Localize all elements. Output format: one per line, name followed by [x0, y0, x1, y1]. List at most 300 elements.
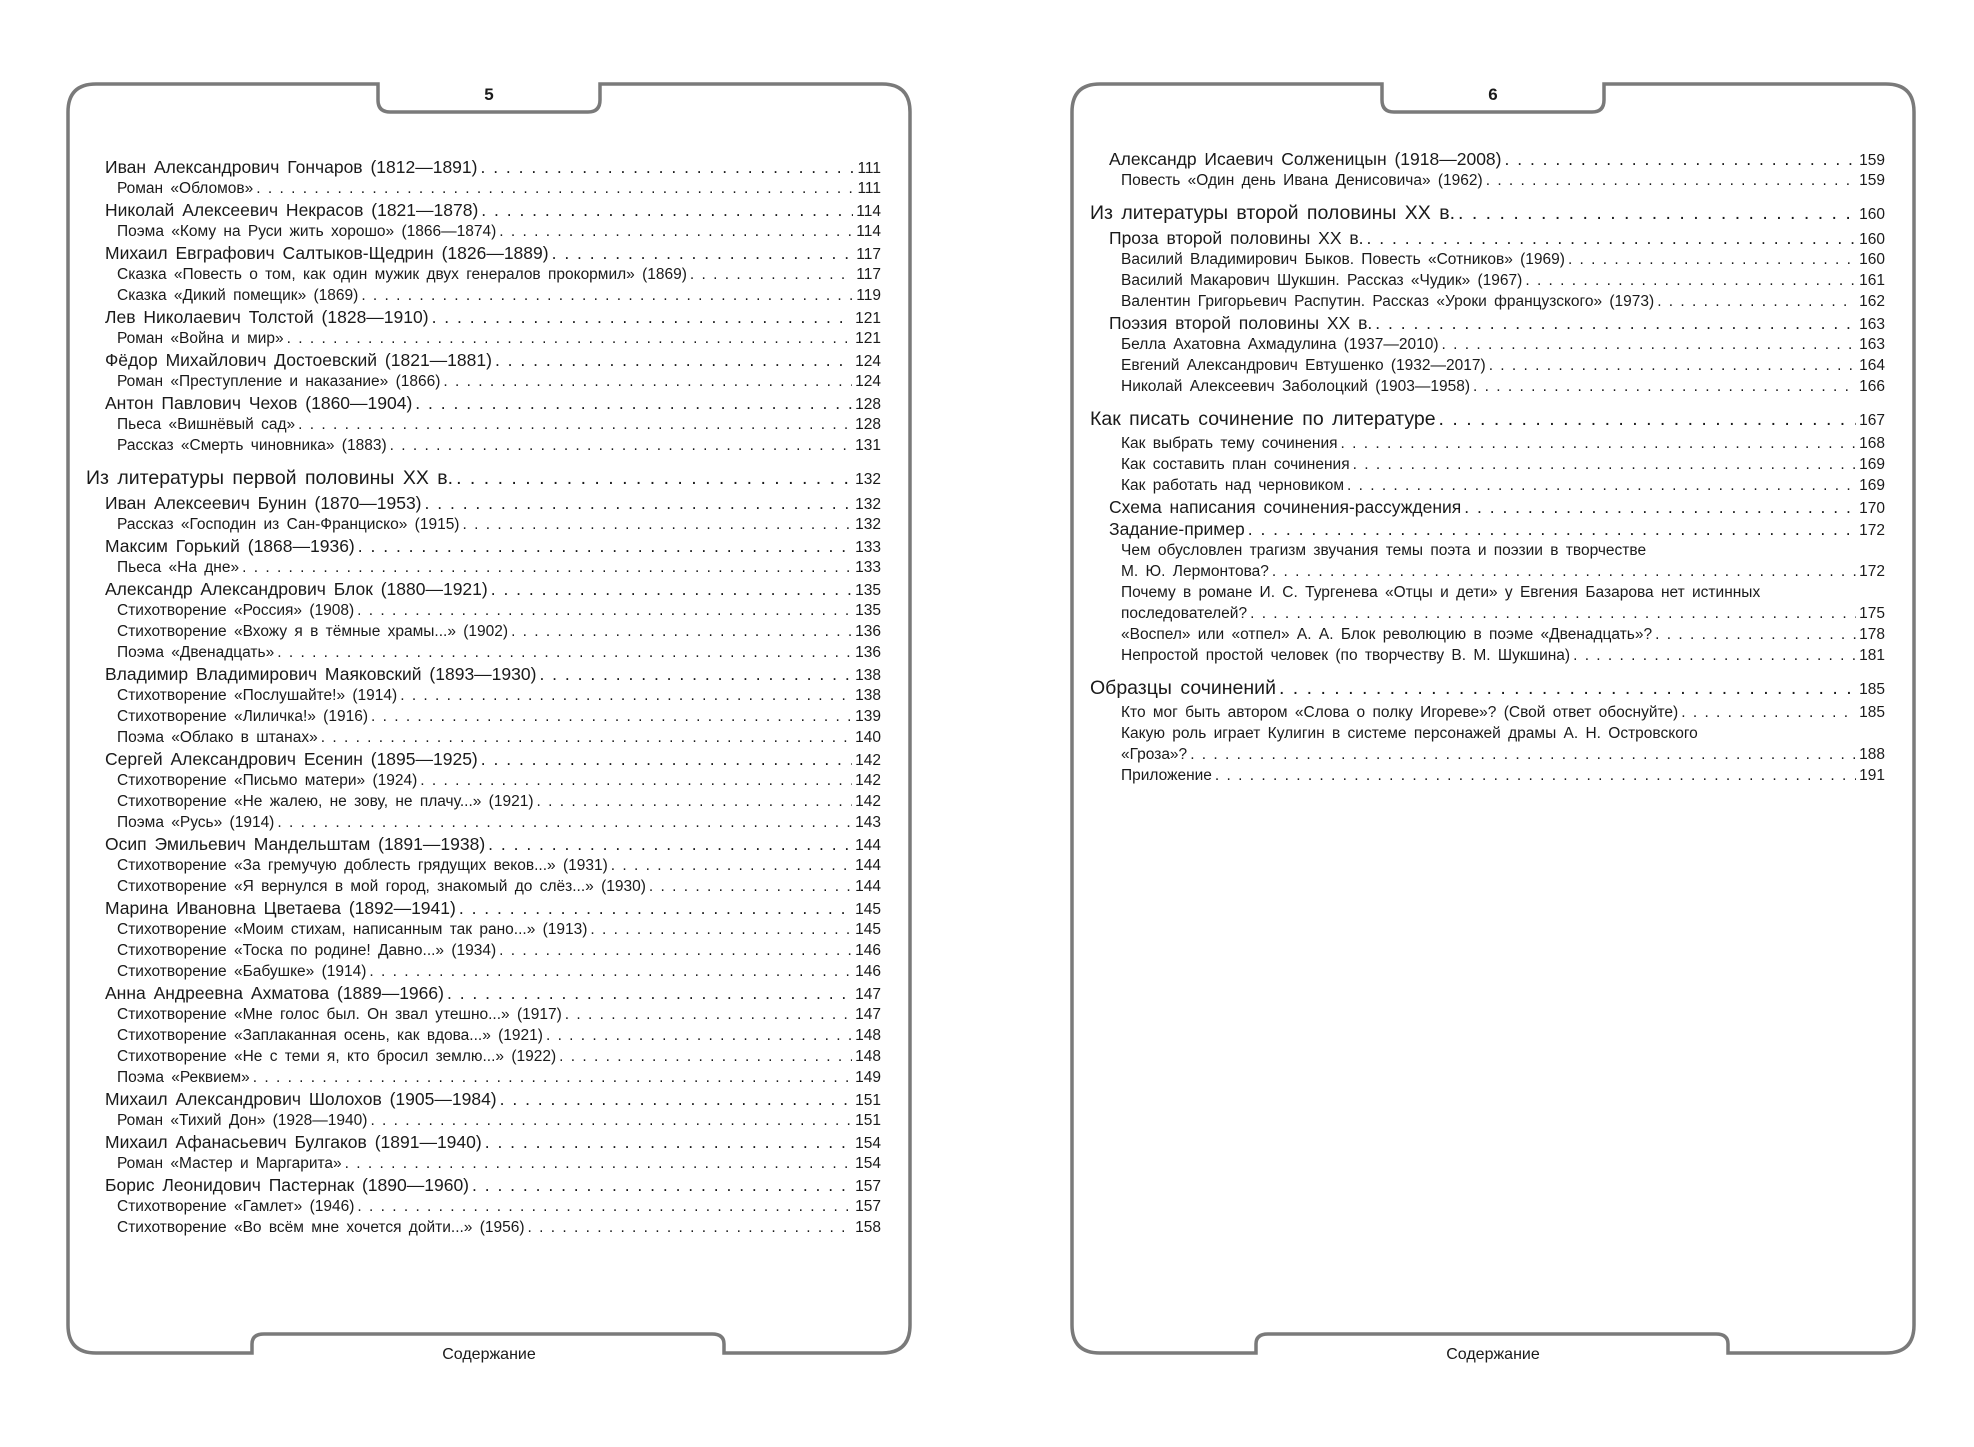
dot-leader	[1505, 148, 1857, 170]
toc-entry-title: Поэма «Двенадцать»	[117, 644, 275, 661]
toc-entry-page: 148	[855, 1027, 881, 1044]
toc-entry-title: Как работать над черновиком	[1121, 477, 1344, 494]
toc-entry-page: 114	[856, 223, 881, 240]
toc-entry-title: Как составить план сочинения	[1121, 456, 1350, 473]
toc-entry-page: 144	[855, 837, 881, 854]
toc-entry-page: 117	[856, 246, 881, 263]
dot-leader	[1486, 170, 1856, 191]
toc-entry	[86, 663, 881, 685]
toc-entry-title: Осип Эмильевич Мандельштам (1891—1938)	[105, 834, 486, 854]
dot-leader	[1657, 291, 1856, 312]
toc-entry	[86, 492, 881, 514]
toc-entry	[86, 221, 881, 242]
toc-entry-page: 159	[1859, 172, 1885, 189]
toc-entry-title-line: Чем обусловлен трагизм звучания темы поэта и поэзии в творчестве	[1121, 542, 1647, 559]
toc-entry	[86, 1004, 881, 1025]
toc-entry	[86, 621, 881, 642]
toc-entry-page: 160	[1859, 206, 1885, 223]
toc-entry-title: Михаил Евграфович Салтыков-Щедрин (1826—1889)	[105, 243, 549, 263]
dot-leader	[649, 876, 852, 897]
toc-entry	[86, 514, 881, 535]
toc-entry-page: 163	[1859, 336, 1885, 353]
toc-entry-title: Василий Владимирович Быков. Повесть «Сотников» (1969)	[1121, 251, 1565, 268]
dot-leader	[690, 264, 853, 285]
toc-entry-page: 128	[855, 416, 881, 433]
dot-leader	[611, 855, 852, 876]
toc-entry-title: Стихотворение «Во всём мне хочется дойти...» (1956)	[117, 1219, 525, 1236]
toc-entry	[86, 1131, 881, 1153]
toc-entry-title: Иван Александрович Гончаров (1812—1891)	[105, 157, 478, 177]
toc-entry	[86, 306, 881, 328]
toc-entry	[1090, 723, 1885, 765]
toc-section	[1090, 405, 1885, 433]
dot-leader	[345, 1153, 852, 1174]
toc-entry-page: 135	[855, 602, 881, 619]
toc-entry	[1090, 540, 1885, 582]
toc-entry-title: Стихотворение «Я вернулся в мой город, знакомый до слёз...» (1930)	[117, 878, 646, 895]
dot-leader	[287, 328, 852, 349]
toc-entry	[86, 919, 881, 940]
toc-entry	[86, 535, 881, 557]
toc-entry-title: Николай Алексеевич Некрасов (1821—1878)	[105, 200, 479, 220]
toc-entry-page: 181	[1859, 647, 1885, 664]
dot-leader	[253, 1067, 852, 1088]
toc-entry	[86, 371, 881, 392]
toc-entry-title-line: Почему в романе И. С. Тургенева «Отцы и дети» у Евгения Базарова нет истинных	[1121, 584, 1761, 601]
toc-entry	[1090, 475, 1885, 496]
toc-entry-page: 147	[855, 986, 881, 1003]
toc-entry-page: 164	[1859, 357, 1885, 374]
toc-entry-page: 132	[855, 516, 881, 533]
dot-leader	[1250, 603, 1856, 624]
dot-leader	[1655, 624, 1856, 645]
toc-entry-title: Из литературы второй половины XX в.	[1090, 202, 1455, 224]
dot-leader	[590, 919, 852, 940]
dot-leader	[1190, 744, 1856, 765]
dot-leader	[481, 748, 852, 770]
toc-entry-page: 163	[1859, 316, 1885, 333]
toc-entry	[86, 770, 881, 791]
toc-entry-page: 132	[855, 471, 881, 488]
dot-leader	[277, 642, 852, 663]
footer-label: Содержание	[1446, 1346, 1540, 1363]
toc-entry	[1090, 582, 1885, 624]
toc-entry-title: Белла Ахатовна Ахмадулина (1937—2010)	[1121, 336, 1439, 353]
toc-entry-page: 157	[855, 1198, 881, 1215]
toc-entry-page: 169	[1859, 456, 1885, 473]
toc-entry-page: 139	[855, 708, 881, 725]
toc-entry-title-line: Какую роль играет Кулигин в системе персонажей драмы А. Н. Островского	[1121, 725, 1698, 742]
toc-entry	[86, 285, 881, 306]
dot-leader	[499, 221, 853, 242]
toc-entry-title: Роман «Война и мир»	[117, 330, 284, 347]
toc-entry-page: 132	[855, 496, 881, 513]
toc-entry-title: Повесть «Один день Ивана Денисовича» (1962)	[1121, 172, 1483, 189]
dot-leader	[491, 578, 852, 600]
toc-entry-page: 135	[855, 582, 881, 599]
toc-entry	[1090, 249, 1885, 270]
toc-entry	[1090, 312, 1885, 334]
toc-entry	[86, 897, 881, 919]
toc-entry	[86, 727, 881, 748]
dot-leader	[546, 1025, 852, 1046]
toc-entry	[86, 1088, 881, 1110]
dot-leader	[552, 242, 854, 264]
toc-entry-page: 119	[856, 287, 881, 304]
toc-entry-page: 168	[1859, 435, 1885, 452]
toc-entry-title: Стихотворение «Тоска по родине! Давно...» (1934)	[117, 942, 497, 959]
toc-entry-page: 178	[1859, 626, 1885, 643]
dot-leader	[495, 349, 852, 371]
toc-entry	[86, 328, 881, 349]
toc-entry-page: 114	[856, 203, 881, 220]
dot-leader	[511, 621, 852, 642]
toc-entry-page: 151	[855, 1112, 881, 1129]
toc-entry	[86, 833, 881, 855]
dot-leader	[358, 535, 852, 557]
toc-entry	[1090, 334, 1885, 355]
toc-entry-page: 142	[855, 752, 881, 769]
toc-entry	[1090, 170, 1885, 191]
toc-entry	[1090, 765, 1885, 786]
dot-leader	[390, 435, 853, 456]
toc-entry-page: 167	[1859, 412, 1885, 429]
toc-entry-page: 159	[1859, 152, 1885, 169]
dot-leader	[357, 1196, 852, 1217]
toc-entry-title: Поэзия второй половины XX в.	[1109, 313, 1373, 333]
toc-entry-title: Сказка «Повесть о том, как один мужик двух генералов прокормил» (1869)	[117, 266, 687, 283]
toc-entry-title: Задание-пример	[1109, 519, 1245, 539]
dot-leader	[1367, 227, 1857, 249]
toc-entry	[86, 435, 881, 456]
dot-leader	[500, 1088, 853, 1110]
dot-leader	[277, 812, 852, 833]
toc-entry-page: 124	[855, 373, 881, 390]
toc-entry	[86, 578, 881, 600]
toc-entry-title: Михаил Афанасьевич Булгаков (1891—1940)	[105, 1132, 482, 1152]
toc-entry-title: Кто мог быть автором «Слова о полку Игореве»? (Свой ответ обоснуйте)	[1121, 704, 1679, 721]
toc-entry-title: Стихотворение «Мне голос был. Он звал утешно...» (1917)	[117, 1006, 562, 1023]
toc-entry	[86, 349, 881, 371]
toc-entry-page: 117	[856, 266, 881, 283]
toc-entry-page: 131	[855, 437, 881, 454]
toc-entry-title: Владимир Владимирович Маяковский (1893—1930)	[105, 664, 537, 684]
toc-entry-page: 172	[1859, 563, 1885, 580]
toc-entry-title: Борис Леонидович Пастернак (1890—1960)	[105, 1175, 469, 1195]
toc-entry-title: Пьеса «На дне»	[117, 559, 240, 576]
toc-entry-title: М. Ю. Лермонтова?	[1121, 563, 1269, 580]
toc-entry	[86, 178, 881, 199]
dot-leader	[415, 392, 852, 414]
toc-entry-page: 160	[1859, 251, 1885, 268]
toc-entry	[86, 876, 881, 897]
dot-leader	[1272, 561, 1856, 582]
dot-leader	[370, 1110, 852, 1131]
toc-section	[86, 464, 881, 492]
toc-entry-page: 161	[1859, 272, 1885, 289]
toc-entry	[86, 748, 881, 770]
dot-leader	[432, 306, 853, 328]
toc-entry-title: Стихотворение «Лиличка!» (1916)	[117, 708, 368, 725]
dot-leader	[459, 897, 852, 919]
toc-entry-page: 188	[1859, 746, 1885, 763]
dot-leader	[298, 414, 852, 435]
dot-leader	[1279, 674, 1856, 702]
toc-entry	[86, 1110, 881, 1131]
toc-entry	[86, 1217, 881, 1238]
toc-section	[1090, 674, 1885, 702]
dot-leader	[1568, 249, 1856, 270]
toc-entry-page: 146	[855, 963, 881, 980]
toc-entry	[1090, 496, 1885, 518]
dot-leader	[1458, 199, 1856, 227]
dot-leader	[1353, 454, 1857, 475]
toc-entry	[86, 414, 881, 435]
toc-entry	[86, 642, 881, 663]
toc-entry-page: 144	[855, 878, 881, 895]
dot-leader	[1525, 270, 1856, 291]
toc-entry-title: последователей?	[1121, 605, 1248, 622]
toc-entry	[1090, 355, 1885, 376]
toc-entry-page: 142	[855, 793, 881, 810]
toc-entry	[86, 706, 881, 727]
toc-entry-title: Максим Горький (1868—1936)	[105, 536, 355, 556]
toc-entry	[1090, 454, 1885, 475]
toc-entry-title: Сказка «Дикий помещик» (1869)	[117, 287, 359, 304]
toc-entry	[1090, 376, 1885, 397]
toc-entry-title: Непростой простой человек (по творчеству В. М. Шукшина)	[1121, 647, 1571, 664]
toc-entry-page: 136	[855, 623, 881, 640]
toc-entry	[1090, 518, 1885, 540]
toc-entry	[86, 1196, 881, 1217]
dot-leader	[1375, 312, 1856, 334]
dot-leader	[361, 285, 853, 306]
toc-entry-title: Пьеса «Вишнёвый сад»	[117, 416, 296, 433]
toc-entry-page: 121	[855, 310, 881, 327]
toc-entry-title: Лев Николаевич Толстой (1828—1910)	[105, 307, 429, 327]
dot-leader	[425, 492, 853, 514]
dot-leader	[1489, 355, 1856, 376]
toc-entry-page: 133	[855, 539, 881, 556]
toc-entry-title: Антон Павлович Чехов (1860—1904)	[105, 393, 413, 413]
toc-entry	[1090, 624, 1885, 645]
toc-entry	[86, 685, 881, 706]
toc-entry-title: Схема написания сочинения-рассуждения	[1109, 497, 1462, 517]
toc-entry-page: 147	[855, 1006, 881, 1023]
toc-entry-page: 128	[855, 396, 881, 413]
toc-entry-title: Александр Исаевич Солженицын (1918—2008)	[1109, 149, 1502, 169]
toc-entry	[86, 961, 881, 982]
toc-entry-page: 172	[1859, 522, 1885, 539]
page-right	[1070, 82, 1916, 1363]
toc-entry-page: 175	[1859, 605, 1885, 622]
toc-entry-title: Стихотворение «Бабушке» (1914)	[117, 963, 367, 980]
toc-entry	[86, 600, 881, 621]
dot-leader	[1439, 405, 1857, 433]
toc-entry-page: 133	[855, 559, 881, 576]
toc-entry-page: 148	[855, 1048, 881, 1065]
dot-leader	[1681, 702, 1856, 723]
toc-entry-title: Проза второй половины XX в.	[1109, 228, 1364, 248]
toc-entry-page: 151	[855, 1092, 881, 1109]
toc-entry-page: 138	[855, 687, 881, 704]
toc-entry-title: Как писать сочинение по литературе	[1090, 408, 1436, 430]
toc-entry-title: Стихотворение «Не жалею, не зову, не плачу...» (1921)	[117, 793, 534, 810]
toc-entry-page: 111	[857, 160, 881, 177]
dot-leader	[1248, 518, 1856, 540]
dot-leader	[481, 199, 853, 221]
dot-leader	[321, 727, 852, 748]
toc-entry-title: Александр Александрович Блок (1880—1921)	[105, 579, 488, 599]
footer-label: Содержание	[442, 1346, 536, 1363]
toc-entry-page: 149	[855, 1069, 881, 1086]
toc-entry-title: Иван Алексеевич Бунин (1870—1953)	[105, 493, 422, 513]
toc-entry-page: 111	[857, 180, 881, 197]
toc-entry-title: Роман «Тихий Дон» (1928—1940)	[117, 1112, 368, 1129]
toc-entry-title: Рассказ «Господин из Сан-Франциско» (1915)	[117, 516, 460, 533]
toc-entry-page: 146	[855, 942, 881, 959]
toc-entry-page: 145	[855, 901, 881, 918]
dot-leader	[443, 371, 852, 392]
toc-entry-title: Николай Алексеевич Заболоцкий (1903—1958)	[1121, 378, 1470, 395]
dot-leader	[472, 1174, 852, 1196]
toc-entry-page: 138	[855, 667, 881, 684]
dot-leader	[559, 1046, 852, 1067]
toc-entry-title: Приложение	[1121, 767, 1212, 784]
toc-entry-page: 144	[855, 857, 881, 874]
toc-entry-title: Сергей Александрович Есенин (1895—1925)	[105, 749, 478, 769]
dot-leader	[499, 940, 852, 961]
toc-entry	[86, 199, 881, 221]
dot-leader	[371, 706, 852, 727]
toc-entry-title: Поэма «Реквием»	[117, 1069, 250, 1086]
toc-entry	[1090, 227, 1885, 249]
toc-entry-page: 136	[855, 644, 881, 661]
toc-entry	[86, 1153, 881, 1174]
toc-entry-title: Роман «Мастер и Маргарита»	[117, 1155, 342, 1172]
toc-entry-page: 140	[855, 729, 881, 746]
dot-leader	[357, 600, 852, 621]
toc-section	[1090, 199, 1885, 227]
toc-entry-title: Поэма «Русь» (1914)	[117, 814, 275, 831]
toc-entry-title: Стихотворение «Послушайте!» (1914)	[117, 687, 398, 704]
toc-entry-title: Анна Андреевна Ахматова (1889—1966)	[105, 983, 444, 1003]
toc-entry	[1090, 433, 1885, 454]
dot-leader	[539, 663, 852, 685]
toc-entry-title: Валентин Григорьевич Распутин. Рассказ «Уроки французского» (1973)	[1121, 293, 1655, 310]
dot-leader	[485, 1131, 852, 1153]
toc-entry-title: Василий Макарович Шукшин. Рассказ «Чудик» (1967)	[1121, 272, 1523, 289]
toc-entry-title: Михаил Александрович Шолохов (1905—1984)	[105, 1089, 497, 1109]
toc-entry-title: Евгений Александрович Евтушенко (1932—2017)	[1121, 357, 1486, 374]
dot-leader	[242, 557, 852, 578]
dot-leader	[1573, 645, 1856, 666]
toc-entry	[86, 264, 881, 285]
toc-entry-page: 169	[1859, 477, 1885, 494]
toc-entry-title: Фёдор Михайлович Достоевский (1821—1881)	[105, 350, 492, 370]
toc-entry-page: 170	[1859, 500, 1885, 517]
dot-leader	[480, 156, 854, 178]
toc-entry	[86, 812, 881, 833]
toc-entry	[86, 982, 881, 1004]
toc-entry	[1090, 270, 1885, 291]
toc-entry	[1090, 291, 1885, 312]
dot-leader	[488, 833, 852, 855]
toc-entry	[86, 1025, 881, 1046]
dot-leader	[536, 791, 852, 812]
toc-entry-page: 158	[855, 1219, 881, 1236]
toc-entry	[86, 1174, 881, 1196]
toc-entry-title: Поэма «Облако в штанах»	[117, 729, 318, 746]
page-number: 6	[1488, 85, 1498, 104]
toc-entry-title: Роман «Обломов»	[117, 180, 254, 197]
toc-entry-page: 154	[855, 1155, 881, 1172]
toc-entry-title: Как выбрать тему сочинения	[1121, 435, 1338, 452]
page-number: 5	[484, 85, 494, 104]
toc-entry-page: 185	[1859, 681, 1885, 698]
toc-entry	[86, 855, 881, 876]
toc-entry-page: 162	[1859, 293, 1885, 310]
toc-entry-title: Стихотворение «Россия» (1908)	[117, 602, 355, 619]
dot-leader	[565, 1004, 852, 1025]
dot-leader	[462, 514, 852, 535]
toc-entry-title: «Воспел» или «отпел» А. А. Блок революцию в поэме «Двенадцать»?	[1121, 626, 1653, 643]
toc-entry-title: Стихотворение «Не с теми я, кто бросил землю...» (1922)	[117, 1048, 557, 1065]
toc-entry-page: 160	[1859, 231, 1885, 248]
toc-entry-title: Стихотворение «Письмо матери» (1924)	[117, 772, 418, 789]
dot-leader	[1347, 475, 1856, 496]
toc-entry-title: Марина Ивановна Цветаева (1892—1941)	[105, 898, 456, 918]
toc-entry	[1090, 702, 1885, 723]
toc-entry-page: 121	[855, 330, 881, 347]
toc-entry-title: Поэма «Кому на Руси жить хорошо» (1866—1874)	[117, 223, 497, 240]
toc-entry-page: 166	[1859, 378, 1885, 395]
dot-leader	[528, 1217, 853, 1238]
dot-leader	[1473, 376, 1856, 397]
toc-entry-title: Стихотворение «Моим стихам, написанным так рано...» (1913)	[117, 921, 588, 938]
toc-entry	[1090, 645, 1885, 666]
toc-entry-title: «Гроза»?	[1121, 746, 1188, 763]
toc-entry-page: 191	[1859, 767, 1885, 784]
toc-entry	[86, 1046, 881, 1067]
toc-entry-title: Стихотворение «Гамлет» (1946)	[117, 1198, 355, 1215]
toc-entry-title: Рассказ «Смерть чиновника» (1883)	[117, 437, 387, 454]
dot-leader	[1464, 496, 1856, 518]
toc-entry	[86, 1067, 881, 1088]
dot-leader	[256, 178, 854, 199]
toc-entry	[86, 791, 881, 812]
toc-entry-page: 154	[855, 1135, 881, 1152]
toc-entry-page: 157	[855, 1178, 881, 1195]
toc-entry	[86, 156, 881, 178]
toc-entry	[1090, 148, 1885, 170]
toc-entry-page: 124	[855, 353, 881, 370]
dot-leader	[420, 770, 852, 791]
dot-leader	[447, 982, 852, 1004]
dot-leader	[1215, 765, 1856, 786]
dot-leader	[400, 685, 852, 706]
toc-entry-title: Образцы сочинений	[1090, 677, 1276, 699]
toc-entry-page: 142	[855, 772, 881, 789]
toc-entry-page: 145	[855, 921, 881, 938]
toc-entry	[86, 557, 881, 578]
toc-entry-title: Стихотворение «Заплаканная осень, как вдова...» (1921)	[117, 1027, 543, 1044]
toc-entry	[86, 940, 881, 961]
dot-leader	[1442, 334, 1857, 355]
toc-entry	[86, 242, 881, 264]
toc-entry-page: 143	[855, 814, 881, 831]
toc-entry-title: Стихотворение «За гремучую доблесть грядущих веков...» (1931)	[117, 857, 608, 874]
